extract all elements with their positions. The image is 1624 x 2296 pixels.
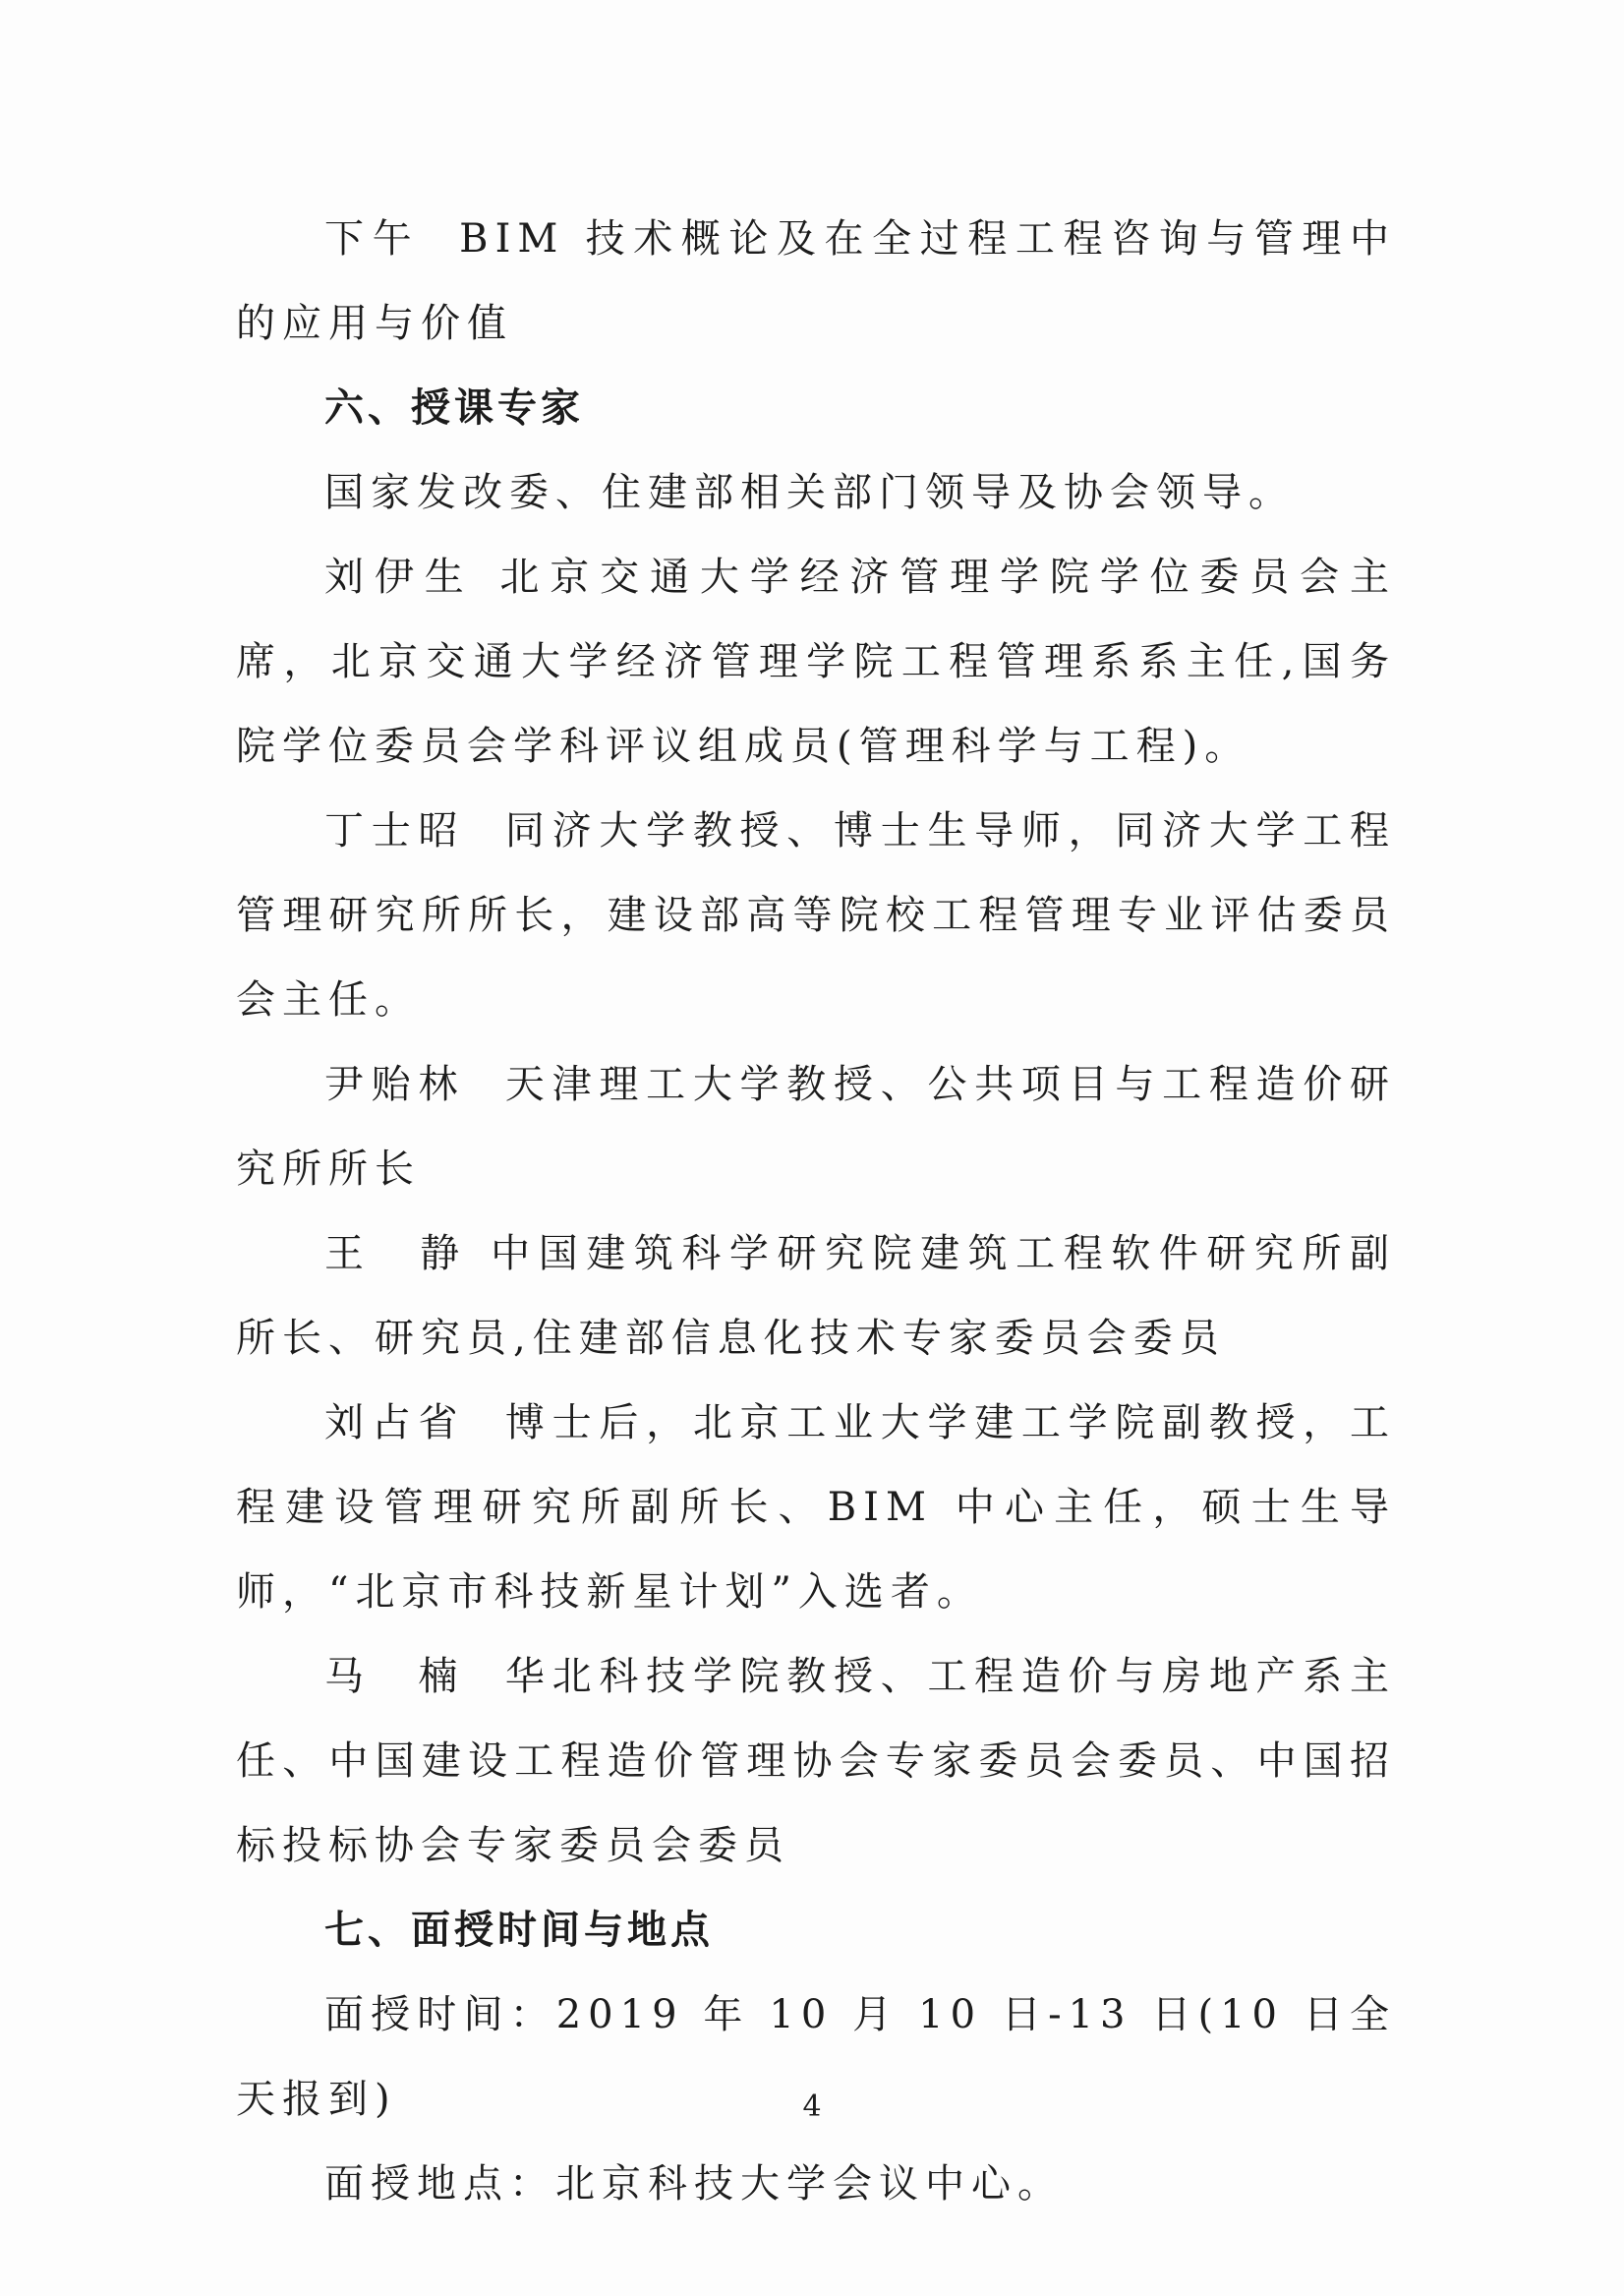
location-line: 面授地点：北京科技大学会议中心。 [324, 2161, 1064, 2207]
page-number: 4 [802, 2090, 822, 2124]
expert-name: 丁士昭 [324, 808, 466, 854]
expert-paragraph [236, 1042, 1396, 1211]
expert-name: 刘伊生 [324, 555, 475, 600]
expert-name: 王 静 [324, 1231, 468, 1276]
expert-name: 马 楠 [324, 1654, 466, 1699]
expert-description: 华北科技学院教授、工程造价与房地产系主任、中国建设工程造价管理协会专家委员会委员、中国招标投标协会专家委员会委员 [236, 1654, 1397, 1868]
expert-description: 天津理工大学教授、公共项目与工程造价研究所所长 [236, 1062, 1397, 1192]
schedule-afternoon-paragraph [236, 197, 1396, 366]
expert-paragraph [236, 1634, 1396, 1888]
expert-paragraph [236, 535, 1396, 789]
expert-paragraph [236, 789, 1396, 1042]
expert-description: 同济大学教授、博士生导师，同济大学工程管理研究所所长，建设部高等院校工程管理专业评估委员会主任。 [236, 808, 1397, 1023]
experts-intro-paragraph: 国家发改委、住建部相关部门领导及协会领导。 [324, 470, 1295, 515]
time-line: 面授时间：2019 年 10 月 10 日-13 日(10 日全天报到) [236, 1992, 1396, 2122]
schedule-afternoon-label: 下午 [324, 216, 421, 262]
document-body [236, 197, 1396, 2226]
section-7-heading: 七、面授时间与地点 [324, 1907, 714, 1953]
expert-description: 中国建筑科学研究院建筑工程软件研究所副所长、研究员,住建部信息化技术专家委员会委员 [236, 1231, 1397, 1361]
expert-paragraph [236, 1381, 1396, 1634]
expert-description: 北京交通大学经济管理学院学位委员会主席，北京交通大学经济管理学院工程管理系系主任,国务院学位委员会学科评议组成员(管理科学与工程)。 [236, 555, 1397, 769]
section-6-heading: 六、授课专家 [324, 384, 584, 431]
expert-paragraph [236, 1211, 1396, 1381]
expert-description: 博士后，北京工业大学建工学院副教授，工程建设管理研究所副所长、BIM 中心主任，硕士生导师，“北京市科技新星计划”入选者。 [236, 1400, 1397, 1615]
expert-name: 刘占省 [324, 1400, 466, 1445]
expert-name: 尹贻林 [324, 1062, 466, 1107]
schedule-afternoon-text: BIM 技术概论及在全过程工程咨询与管理中的应用与价值 [236, 216, 1396, 346]
